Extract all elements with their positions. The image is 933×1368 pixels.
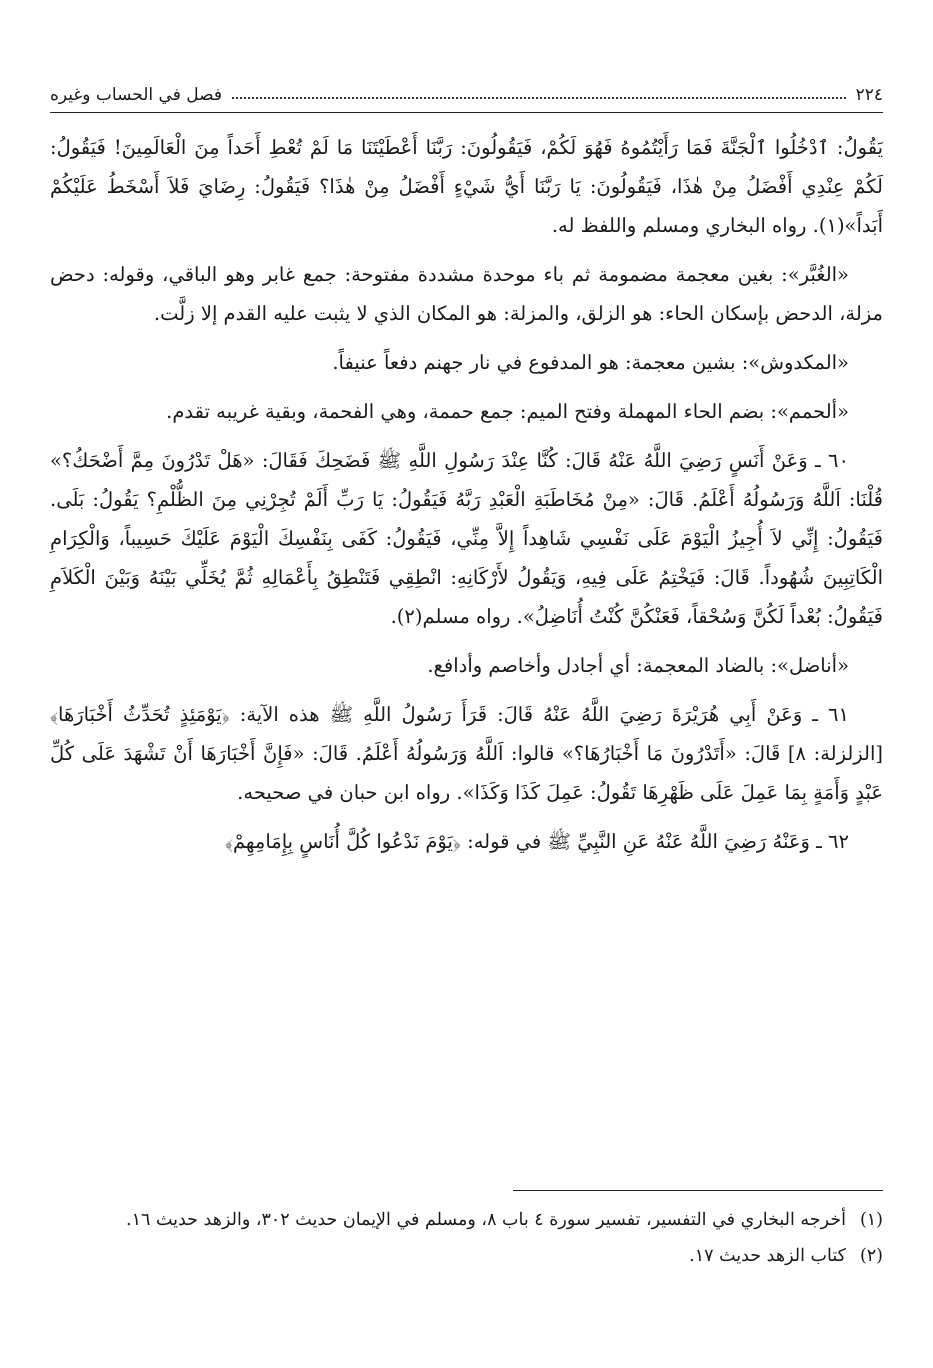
leader-dots [232, 97, 846, 99]
footnote-text: أخرجه البخاري في التفسير، تفسير سورة ٤ باب ٨، ومسلم في الإيمان حديث ٣٠٢، والزهد حديث ١٦. [125, 1210, 846, 1230]
paragraph: «أناضل»: بالضاد المعجمة: أي أجادل وأخاصم وأدافع. [427, 654, 849, 677]
footnote-number: (١) [859, 1210, 883, 1230]
hadith-60: ٦٠ ـ وَعَنْ أَنَسٍ رَضِيَ اللَّهُ عَنْهُ قَالَ: كُنَّا عِنْدَ رَسُولِ اللَّهِ ﷺ فَضَحِكَ فَقَالَ: «هَلْ تَدْرُونَ مِمَّ أَضْحَكُ؟» قُلْنَا: اَللَّهُ وَرَسُولُهُ أَعْلَمُ. قَالَ: «مِنْ مُخَاطَبَةِ الْعَبْدِ رَبَّهُ فَيَقُولُ: يَا رَبِّ أَلَمْ تُجِرْنِي مِنَ الظُّلْمِ؟ يَقُولُ: بَلَى. فَيَقُولُ: إِنِّي لاَ أُجِيزُ الْيَوْمَ عَلَى نَفْسِي شَاهِداً إِلاَّ مِنِّي، فَيَقُولُ: كَفَى بِنَفْسِكَ الْيَوْمَ عَلَيْكَ حَسِيباً، وَالْكِرَامِ الْكَاتِبِينَ شُهُوداً. قَالَ: فَيَخْتِمُ عَلَى فِيهِ، وَيَقُولُ لأَرْكَانِهِ: انْطِقِي فَتَنْطِقُ بِأَعْمَالِهِ ثُمَّ يُخَلِّي بَيْنَهُ وَبَيْنَ الْكَلاَمِ فَيَقُولُ: بُعْداً لَكُنَّ وَسُحْقاً، فَعَنْكُنَّ كُنْتُ أُنَاضِلُ». رواه مسلم(٢). [50, 449, 883, 628]
paragraph: «الغُبَّر»: بغين معجمة مضمومة ثم باء موحدة مشددة مفتوحة: جمع غابر وهو الباقي، وقوله: دحض مزلة، الدحض بإسكان الحاء: هو الزلق، والمزلة: هو المكان الذي لا يثبت عليه القدم إلا زلَّت. [50, 263, 883, 325]
header-rule [50, 112, 883, 113]
footnote-2 [50, 1241, 883, 1271]
footnote-1 [50, 1205, 883, 1235]
hadith-61: ٦١ ـ وَعَنْ أَبِي هُرَيْرَةَ رَضِيَ اللَّهُ عَنْهُ قَالَ: قَرَأَ رَسُولُ اللَّهِ ﷺ هذه الآية: ﴿يَوْمَئِذٍ تُحَدِّثُ أَخْبَارَهَا﴾ [الزلزلة: ٨] قَالَ: «أَتَدْرُونَ مَا أَخْبَارُهَا؟» قالوا: اَللَّهُ وَرَسُولُهُ أَعْلَمُ. قَالَ: «فَإِنَّ أَخْبَارَهَا أَنْ تَشْهَدَ عَلَى كُلِّ عَبْدٍ وَأَمَةٍ بِمَا عَمِلَ عَلَى ظَهْرِهَا تَقُولُ: عَمِلَ كَذَا وَكَذَا». رواه ابن حبان في صحيحه. [50, 703, 884, 804]
book-page [50, 60, 883, 1350]
section-title: فصل في الحساب وغيره [50, 85, 222, 105]
hadith-62: ٦٢ ـ وَعَنْهُ رَضِيَ اللَّهُ عَنْهُ عَنِ النَّبِيِّ ﷺ في قوله: ﴿يَوْمَ نَدْعُوا كُلَّ أُنَاسٍ بِإِمَامِهِمْ﴾ [224, 830, 849, 853]
paragraph: «ألحمم»: بضم الحاء المهملة وفتح الميم: جمع حممة، وهي الفحمة، وبقية غريبه تقدم. [166, 400, 849, 423]
footnote-text: كتاب الزهد حديث ١٧. [689, 1246, 846, 1266]
main-text [50, 128, 883, 871]
footnote-rule [513, 1190, 883, 1191]
footnote-number: (٢) [859, 1246, 883, 1266]
running-header [50, 80, 883, 110]
paragraph: يَقُولُ: ٱدْخُلُوا ٱلْجَنَّةَ فَمَا رَأَيْتُمُوهُ فَهُوَ لَكُمْ، فَيَقُولُونَ: رَبَّنَا أَعْطَيْتَنَا مَا لَمْ تُعْطِ أَحَداً مِنَ الْعَالَمِينَ! فَيَقُولُ: لَكُمْ عِنْدِي أَفْضَلُ مِنْ هٰذَا، فَيَقُولُونَ: يَا رَبَّنَا أَيُّ شَيْءٍ أَفْضَلُ مِنْ هٰذَا؟ فَيَقُولُ: رِضَايَ فَلاَ أَسْخَطُ عَلَيْكُمْ أَبَداً»(١). رواه البخاري ومسلم واللفظ له. [50, 136, 883, 237]
footnotes [50, 1205, 883, 1277]
paragraph: «المكدوش»: بشين معجمة: هو المدفوع في نار جهنم دفعاً عنيفاً. [332, 351, 849, 374]
page-number: ٢٢٤ [855, 85, 883, 105]
